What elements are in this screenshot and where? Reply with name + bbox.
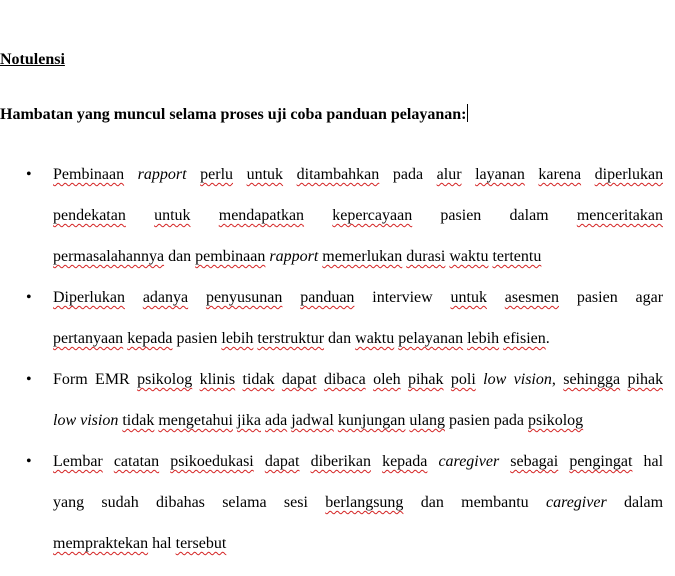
list-item-line: Lembar catatan psikoedukasi dapat diberikan kepada caregiver sebagai pengingat hal — [53, 453, 663, 470]
list-item-line: mempraktekan hal tersebut — [53, 535, 227, 552]
list-item-line: Form EMR psikolog klinis tidak dapat dibaca oleh pihak poli low vision, sehingga pihak — [53, 371, 663, 388]
list-item-line: pendekatan untuk mendapatkan kepercayaan pasien dalam menceritakan — [53, 207, 663, 224]
list-item-line: permasalahannya dan pembinaan rapport memerlukan durasi waktu tertentu — [53, 248, 542, 265]
list-item-line: yang sudah dibahas selama sesi berlangsung dan membantu caregiver dalam — [53, 494, 663, 511]
list-item-line: pertanyaan kepada pasien lebih terstruktur dan waktu pelayanan lebih efisien. — [53, 330, 550, 347]
list-item — [0, 277, 675, 359]
list-item — [0, 154, 675, 277]
bullet-list — [0, 154, 675, 564]
list-item — [0, 441, 675, 564]
document-title: Notulensi — [0, 51, 65, 68]
bullet-icon: • — [26, 289, 32, 306]
list-item — [0, 359, 675, 441]
bullet-icon: • — [26, 453, 32, 470]
list-item-line: Pembinaan rapport perlu untuk ditambahkan pada alur layanan karena diperlukan — [53, 166, 663, 183]
section-heading[interactable] — [0, 104, 468, 124]
bullet-icon: • — [26, 371, 32, 388]
text-cursor — [467, 104, 468, 122]
section-heading-text: Hambatan yang muncul selama proses uji coba panduan pelayanan: — [0, 106, 467, 123]
bullet-icon: • — [26, 166, 32, 183]
list-item-line: low vision tidak mengetahui jika ada jadwal kunjungan ulang pasien pada psikolog — [53, 412, 584, 429]
list-item-line: Diperlukan adanya penyusunan panduan interview untuk asesmen pasien agar — [53, 289, 663, 306]
